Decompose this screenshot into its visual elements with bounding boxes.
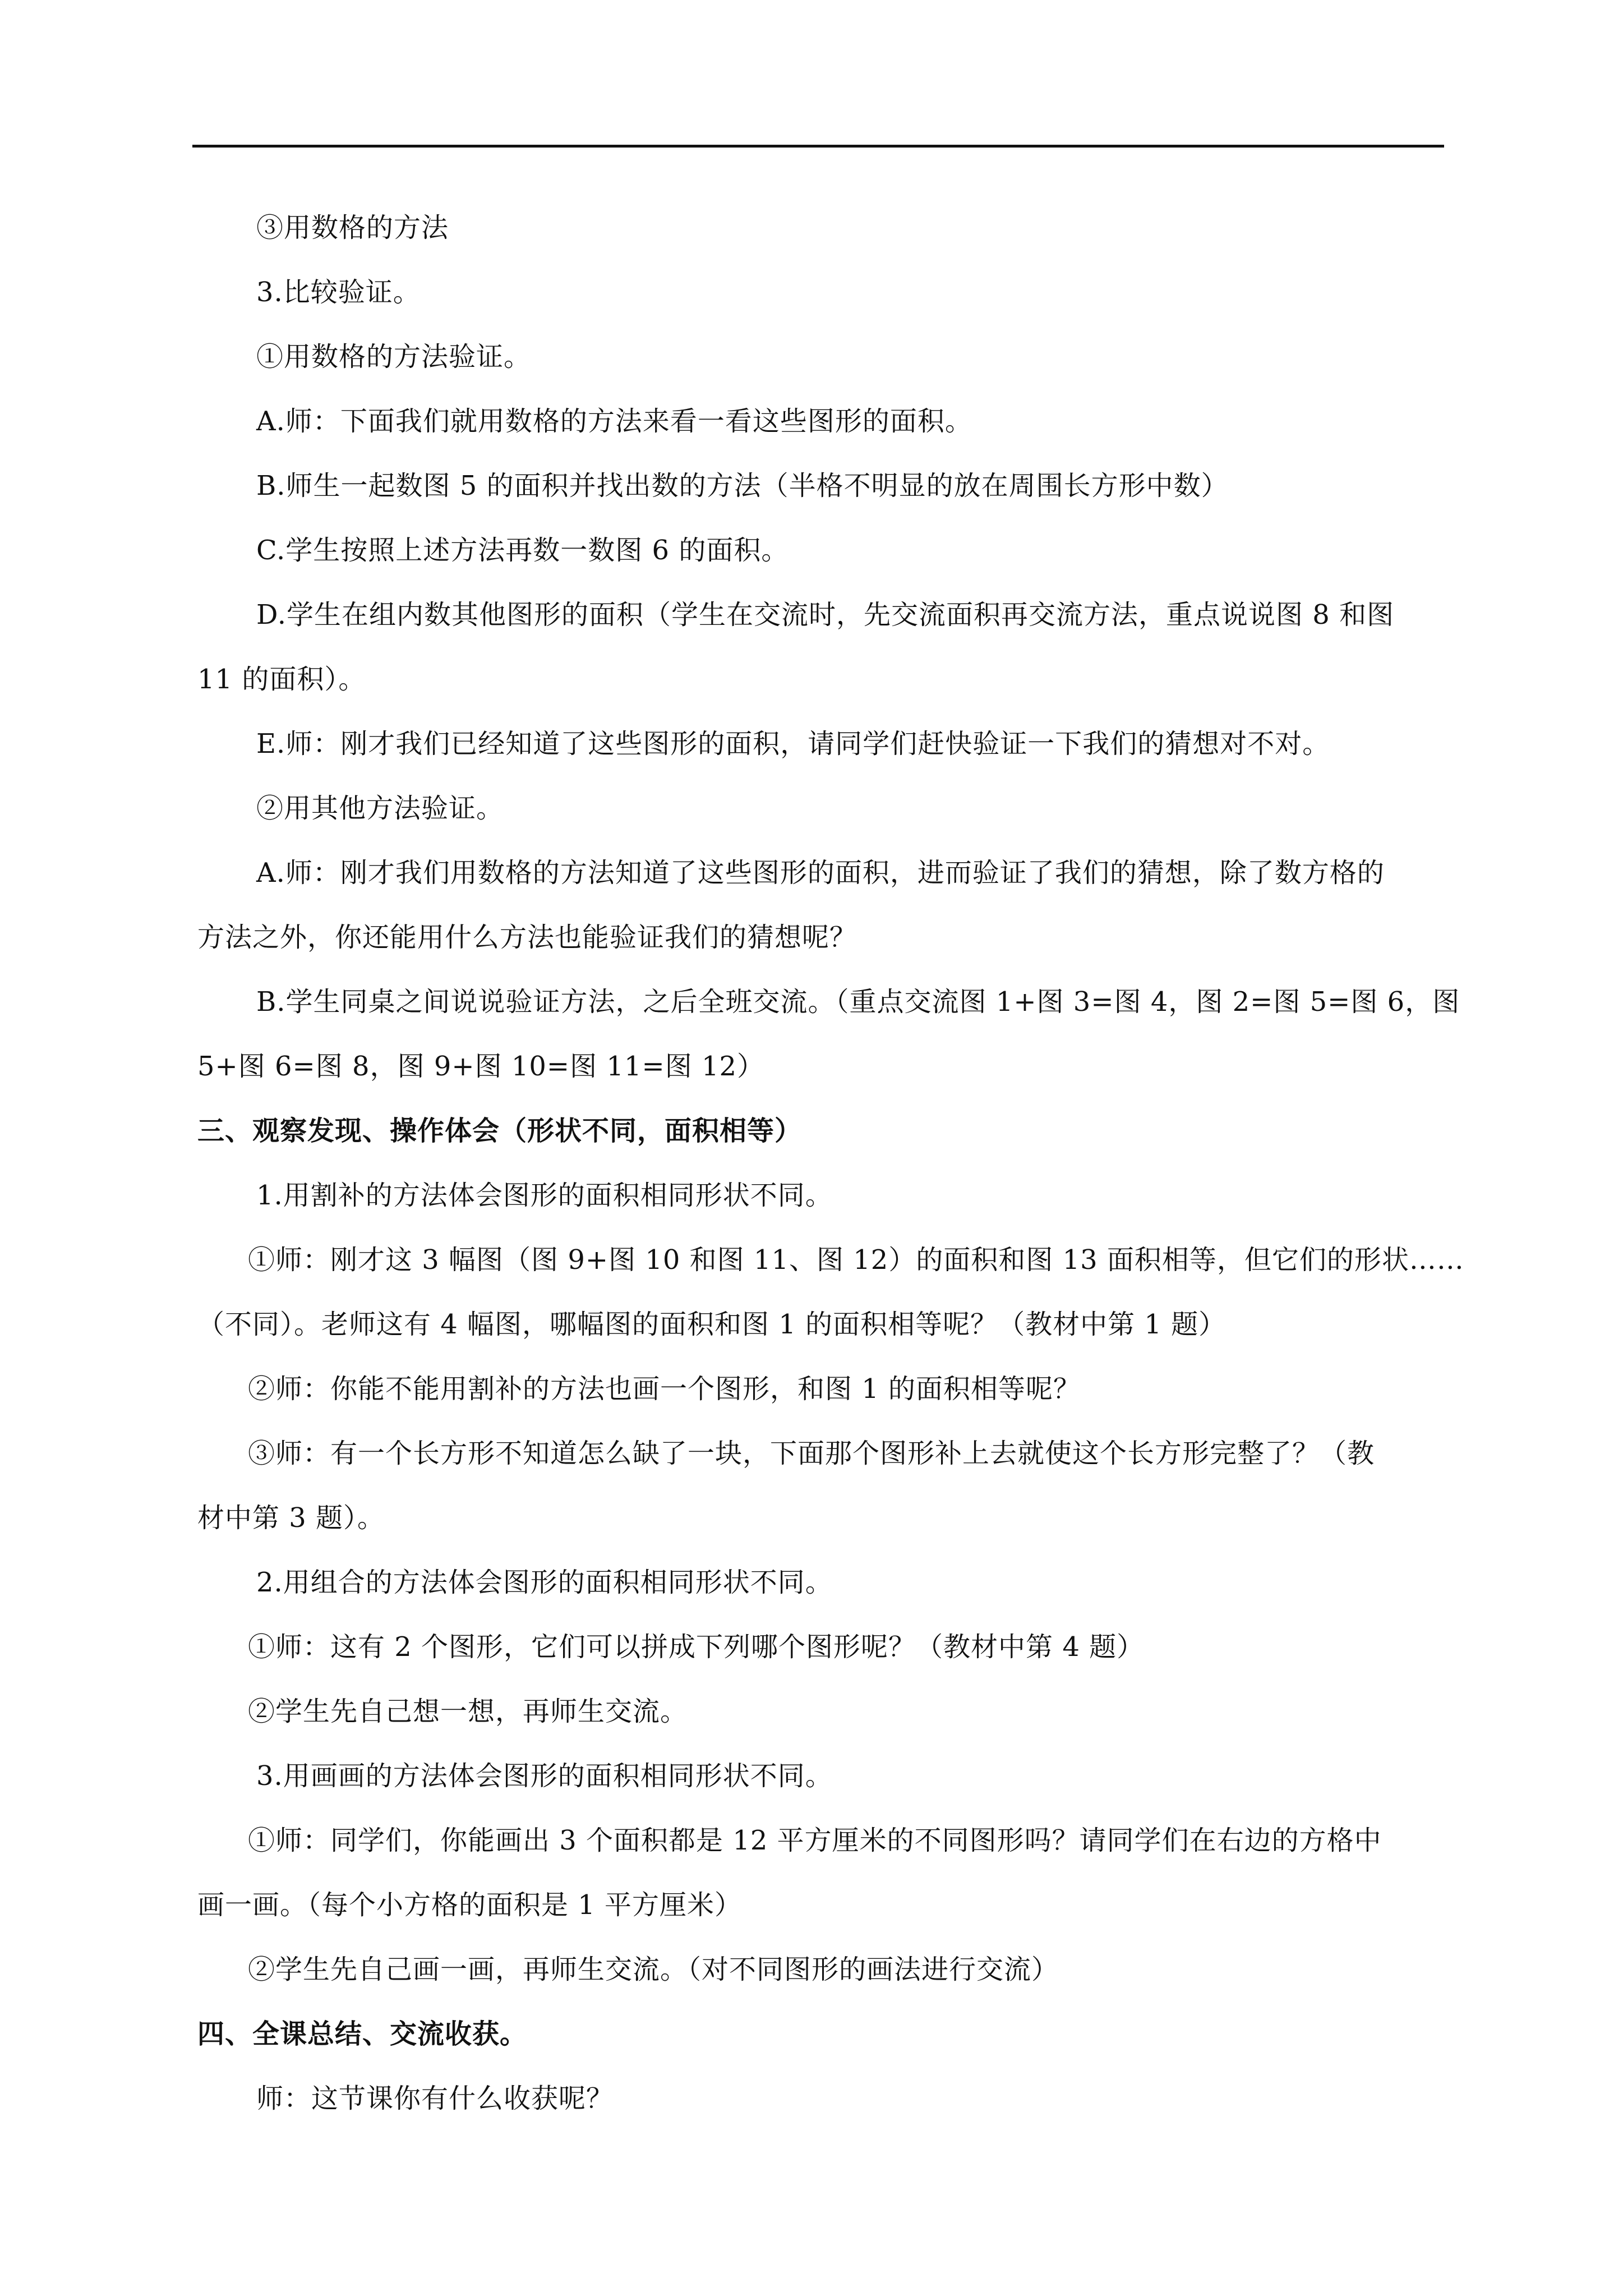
paragraph-line: B.学生同桌之间说说验证方法，之后全班交流。（重点交流图 1+图 3=图 4，图 2=图 5=图 6，图 [256,986,1460,1018]
paragraph-line: 1.用割补的方法体会图形的面积相同形状不同。 [256,1180,833,1211]
paragraph-line: C.学生按照上述方法再数一数图 6 的面积。 [256,535,789,566]
paragraph-line: A.师：下面我们就用数格的方法来看一看这些图形的面积。 [256,406,972,437]
paragraph-line: 画一画。（每个小方格的面积是 1 平方厘米） [197,1889,743,1921]
paragraph-line: ①师：刚才这 3 幅图（图 9+图 10 和图 11、图 12）的面积和图 13 面积相等，但它们的形状…… [248,1244,1464,1276]
paragraph-line: 5+图 6=图 8，图 9+图 10=图 11=图 12） [197,1051,765,1082]
paragraph-line: E.师：刚才我们已经知道了这些图形的面积，请同学们赶快验证一下我们的猜想对不对。 [256,728,1330,760]
paragraph-line: 材中第 3 题）。 [197,1502,385,1534]
paragraph-line: ①师：同学们，你能画出 3 个面积都是 12 平方厘米的不同图形吗？请同学们在右边的方格中 [248,1825,1382,1856]
paragraph-line: D.学生在组内数其他图形的面积（学生在交流时，先交流面积再交流方法，重点说说图 8 和图 [256,599,1395,631]
paragraph-line: ②师：你能不能用割补的方法也画一个图形，和图 1 的面积相等呢？ [248,1373,1081,1405]
paragraph-line: 3.比较验证。 [256,277,421,308]
paragraph-line: 2.用组合的方法体会图形的面积相同形状不同。 [256,1567,833,1598]
paragraph-line: ②用其他方法验证。 [256,793,504,824]
paragraph-line: ③用数格的方法 [256,212,449,243]
paragraph-line: 3.用画画的方法体会图形的面积相同形状不同。 [256,1760,833,1792]
paragraph-line: 11 的面积）。 [197,664,366,695]
paragraph-line: 方法之外，你还能用什么方法也能验证我们的猜想呢？ [197,922,857,953]
header-rule [192,145,1444,148]
paragraph-line: ②学生先自己想一想，再师生交流。 [248,1696,688,1727]
paragraph-line: ②学生先自己画一画，再师生交流。（对不同图形的画法进行交流） [248,1954,1059,1985]
paragraph-line: A.师：刚才我们用数格的方法知道了这些图形的面积，进而验证了我们的猜想，除了数方格的 [256,857,1385,889]
paragraph-line: ①用数格的方法验证。 [256,341,532,372]
paragraph-line: （不同）。老师这有 4 幅图，哪幅图的面积和图 1 的面积相等呢？（教材中第 1 题） [197,1309,1227,1340]
section-heading: 四、全课总结、交流收获。 [197,2018,528,2050]
paragraph-line: 师：这节课你有什么收获呢？ [256,2083,614,2114]
section-heading: 三、观察发现、操作体会（形状不同，面积相等） [197,1115,803,1147]
paragraph-line: B.师生一起数图 5 的面积并找出数的方法（半格不明显的放在周围长方形中数） [256,470,1229,501]
paragraph-line: ①师：这有 2 个图形，它们可以拼成下列哪个图形呢？（教材中第 4 题） [248,1631,1145,1663]
paragraph-line: ③师：有一个长方形不知道怎么缺了一块，下面那个图形补上去就使这个长方形完整了？（教 [248,1438,1375,1469]
